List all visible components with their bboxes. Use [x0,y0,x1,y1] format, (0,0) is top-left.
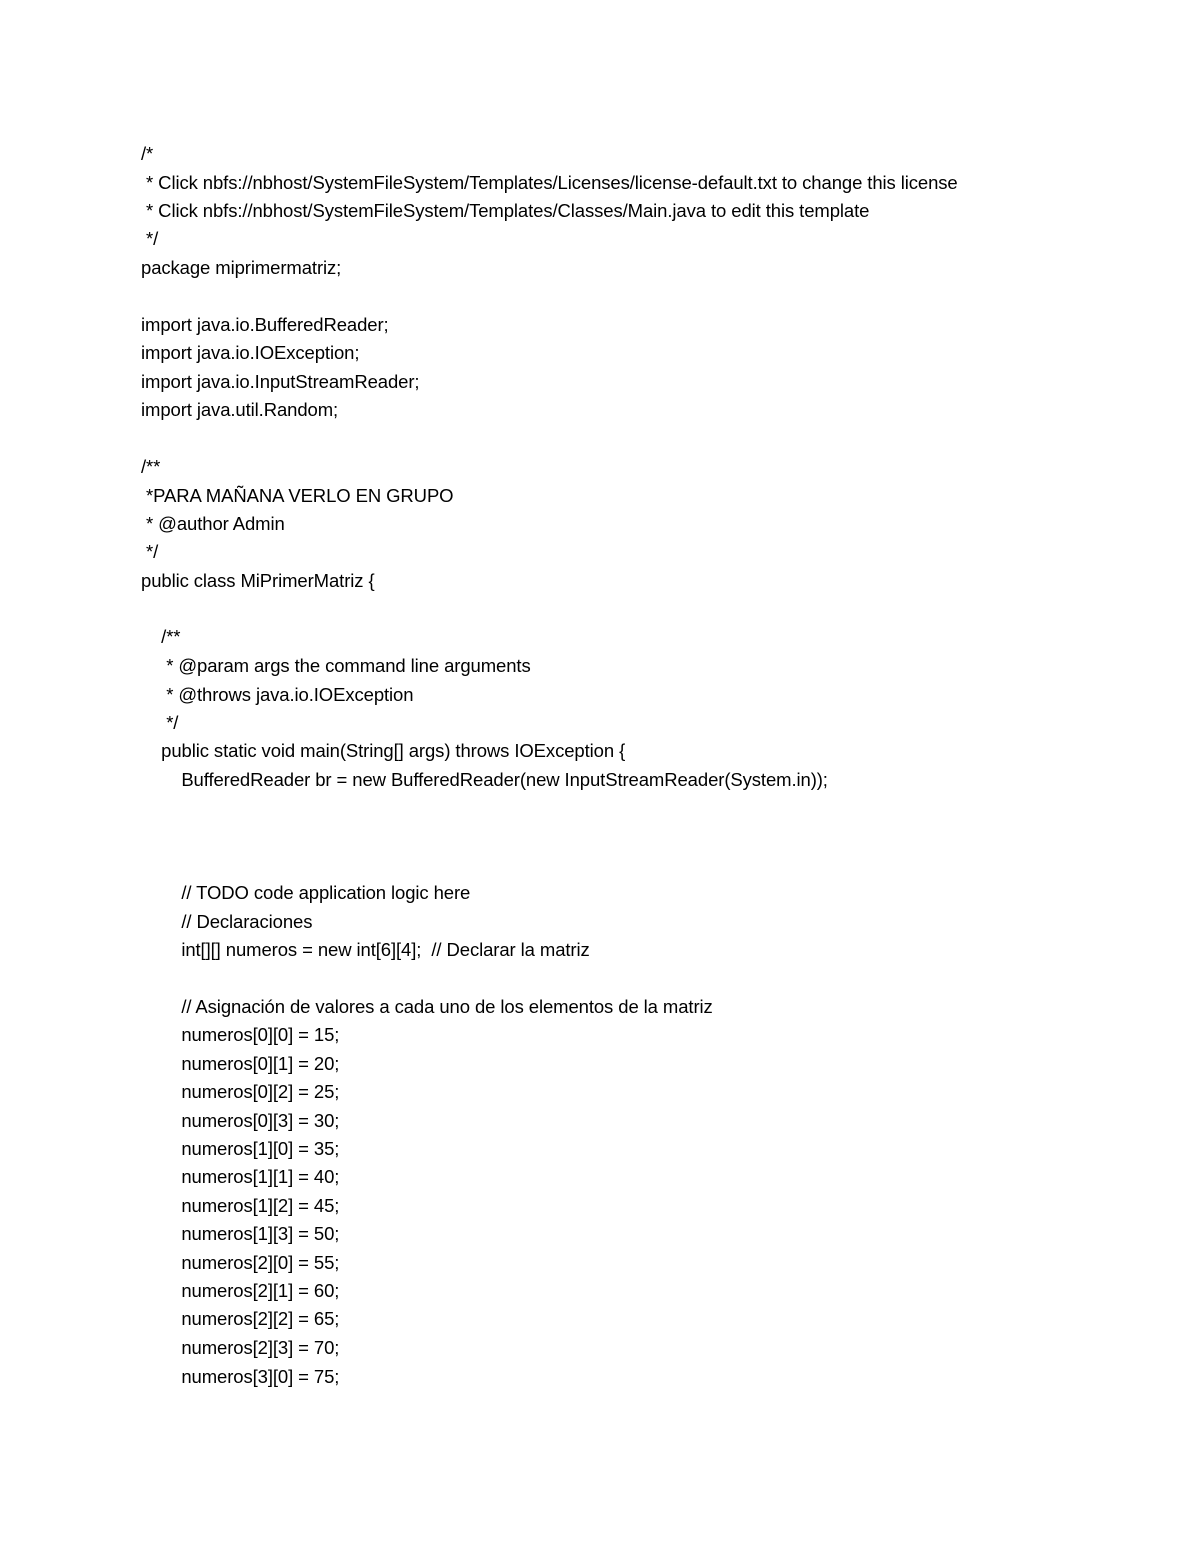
code-line: /** [141,456,161,477]
code-line: import java.io.InputStreamReader; [141,371,420,392]
code-line: */ [141,541,159,562]
code-line: numeros[2][2] = 65; [141,1308,340,1329]
code-line: numeros[0][1] = 20; [141,1053,340,1074]
code-line: public class MiPrimerMatriz { [141,570,375,591]
code-line: /* [141,143,154,164]
code-line: */ [141,228,159,249]
code-line: numeros[1][1] = 40; [141,1166,340,1187]
code-line: numeros[0][3] = 30; [141,1110,340,1131]
code-line: numeros[0][2] = 25; [141,1081,340,1102]
code-line: public static void main(String[] args) throws IOException { [141,740,626,761]
code-line: import java.io.IOException; [141,342,360,363]
code-line: numeros[1][2] = 45; [141,1195,340,1216]
code-line: */ [141,712,179,733]
code-line: numeros[2][0] = 55; [141,1252,340,1273]
code-line: BufferedReader br = new BufferedReader(new InputStreamReader(System.in)); [141,769,828,790]
code-line: *PARA MAÑANA VERLO EN GRUPO [141,485,454,506]
code-line: numeros[3][0] = 75; [141,1366,340,1387]
code-line: int[][] numeros = new int[6][4]; // Declarar la matriz [141,939,590,960]
code-line: import java.util.Random; [141,399,339,420]
code-line: numeros[2][3] = 70; [141,1337,340,1358]
code-line: /** [141,626,181,647]
code-line: numeros[1][3] = 50; [141,1223,340,1244]
code-line: // Asignación de valores a cada uno de los elementos de la matriz [141,996,713,1017]
code-line: numeros[1][0] = 35; [141,1138,340,1159]
code-line: * @author Admin [141,513,285,534]
code-line: // TODO code application logic here [141,882,471,903]
code-line: import java.io.BufferedReader; [141,314,389,335]
code-line: package miprimermatriz; [141,257,342,278]
code-line: numeros[0][0] = 15; [141,1024,340,1045]
code-line: numeros[2][1] = 60; [141,1280,340,1301]
code-line: * Click nbfs://nbhost/SystemFileSystem/Templates/Classes/Main.java to edit this template [141,200,870,221]
code-line: * @throws java.io.IOException [141,684,414,705]
code-line: // Declaraciones [141,911,313,932]
code-line: * Click nbfs://nbhost/SystemFileSystem/Templates/Licenses/license-default.txt to change this license [141,172,958,193]
code-line: * @param args the command line arguments [141,655,531,676]
